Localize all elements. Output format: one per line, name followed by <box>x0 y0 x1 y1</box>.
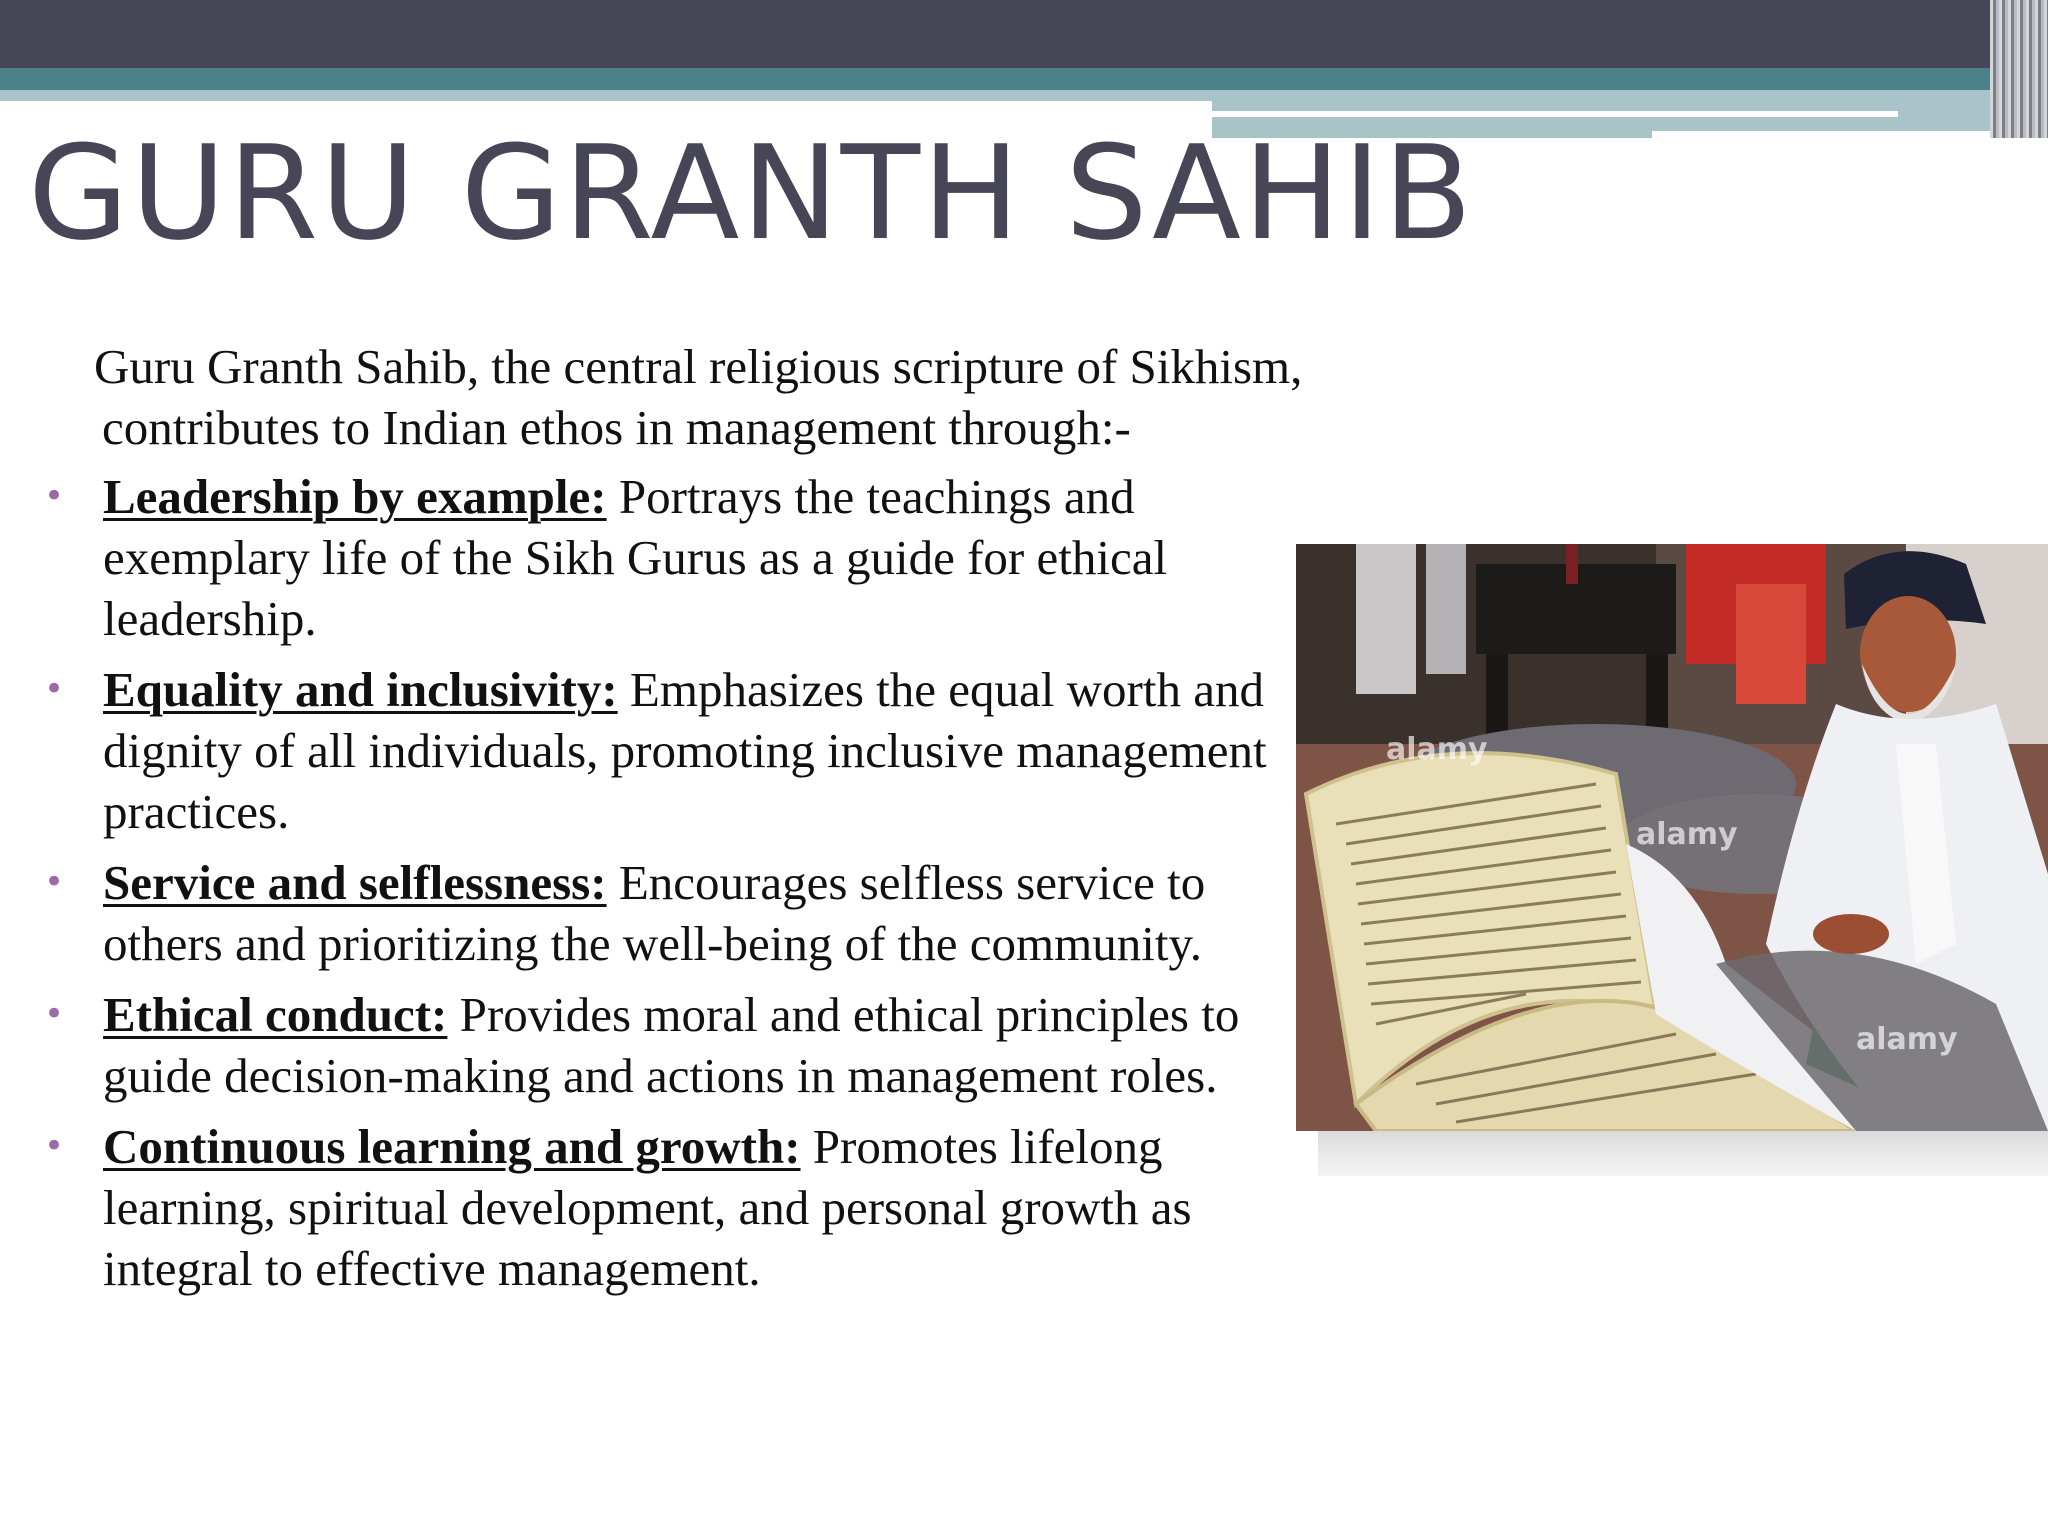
bullet-item <box>40 852 1330 974</box>
bullet-icon: • <box>44 669 65 709</box>
header-band-teal <box>0 68 2048 90</box>
bullet-text: Emphasizes the equal worth and dignity of all individuals, promoting inclusive management practices. <box>103 662 1267 839</box>
watermark: alamy <box>1386 732 1488 767</box>
bullet-icon: • <box>44 994 65 1034</box>
bullet-text: Portrays the teachings and exemplary life of the Sikh Gurus as a guide for ethical leadership. <box>103 469 1168 646</box>
bullet-text: Promotes lifelong learning, spiritual development, and personal growth as integral to effective management. <box>103 1119 1192 1296</box>
header-band-light <box>0 90 1212 101</box>
slide-body <box>40 336 1330 1309</box>
scripture-reading-illustration <box>1296 544 2048 1131</box>
watermark: alamy <box>1636 817 1738 852</box>
bullet-text: Provides moral and ethical principles to guide decision-making and actions in management roles. <box>103 987 1240 1103</box>
intro-paragraph: Guru Granth Sahib, the central religious scripture of Sikhism, contributes to Indian ethos in management through:- <box>94 339 1303 455</box>
bullet-term: Equality and inclusivity: <box>103 662 618 717</box>
slide-title: GURU GRANTH SAHIB <box>28 117 1475 269</box>
bullet-icon: • <box>44 476 65 516</box>
bullet-term: Continuous learning and growth: <box>103 1119 801 1174</box>
bullet-item <box>40 659 1330 842</box>
bullet-icon: • <box>44 1126 65 1166</box>
bullet-list <box>40 466 1330 1299</box>
header-accent-block <box>1652 131 2022 141</box>
bullet-item <box>40 466 1330 649</box>
scripture-photo <box>1296 544 2048 1131</box>
bullet-term: Leadership by example: <box>103 469 607 524</box>
bullet-text: Encourages selfless service to others and prioritizing the well-being of the community. <box>103 855 1206 971</box>
bullet-term: Ethical conduct: <box>103 987 448 1042</box>
bullet-icon: • <box>44 862 65 902</box>
bullet-item <box>40 1116 1330 1299</box>
bullet-item <box>40 984 1330 1106</box>
photo-shadow <box>1318 1128 2048 1176</box>
bullet-term: Service and selflessness: <box>103 855 607 910</box>
watermark: alamy <box>1856 1022 1958 1057</box>
header-stripes <box>1990 0 2048 138</box>
header-band-dark <box>0 0 2048 68</box>
